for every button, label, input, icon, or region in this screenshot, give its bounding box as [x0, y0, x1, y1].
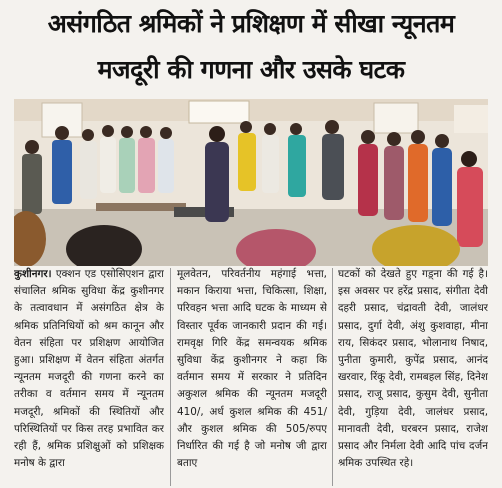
article-column-2: मूलवेतन, परिवर्तनीय महंगाई भत्ता, मकान किराया भत्ता, चिकित्सा, शिक्षा, परिवहन भत्ता आदि घटक के माध्यम से विस्तार पूर्वक जानकारी प्रदान की गई। रामवृक्ष गिरि केंद्र समन्वयक श्रमिक सुविधा केंद्र कुशीनगर ने कहा कि वर्तमान समय में सरकार ने प्रतिदिन अकुशल श्रमिक की न्यूनतम मजदूरी 410/, अर्ध कुशल श्रमिक की 451/ और कुशल श्रमिक की 505/रुपए निर्धारित की गई है जो मनोष जी द्वारा बताए: [177, 268, 327, 470]
news-photo: [14, 99, 488, 266]
column-divider: [332, 268, 333, 486]
dateline: कुशीनगर।: [14, 268, 52, 280]
article-column-3: घटकों को देखते हुए गड़्ना की गई है। इस अवसर पर हरेंद्र प्रसाद, संगीता देवी दहरी प्रसाद, चंद्रावती देवी, जालंधर प्रसाद, दुर्गा देवी, अंशु कुशवाहा, मीना राय, सिकंदर प्रसाद, भोलानाथ निषाद, पुनीता कुमारी, कुपेंद्र प्रसाद, आनंद खरवार, रिंकू देवी, रामबहल सिंह, दिनेश प्रसाद, राजू प्रसाद, कुसुम देवी, सुनीता देवी, गुड़िया देवी, जालंधर प्रसाद, मानावती देवी, घरबरन प्रसाद, राजेश प्रसाद और निर्मला देवी आदि पांच दर्जन श्रमिक उपस्थित रहे।: [338, 268, 488, 470]
headline-line-2: मजदूरी की गणना और उसके घटक: [97, 55, 405, 84]
column-divider: [170, 268, 171, 486]
article-body: [14, 266, 488, 488]
article-column-1-text: एक्शन एड एसोसिएशन द्वारा संचालित श्रमिक सुविधा केंद्र कुशीनगर के तत्वावधान में असंगठित क्षेत्र के श्रमिक प्रतिनिधियों को श्रम कानून और वेतन संहिता पर प्रशिक्षण आयोजित हुआ। प्रशिक्षण में वेतन संहिता अंतर्गत न्यूनतम मजदूरी की गणना करने का तरीका व वर्तमान समय में न्यूनतम मजदूरी, श्रमिकों की स्थितियों और परिस्थितियों पर किस तरह प्रभावित कर रही हैं, श्रमिक प्रशिक्षुओं को प्रशिक्षक मनोष के द्वारा: [14, 268, 164, 470]
article-column-1: [14, 266, 164, 488]
headline-line-1: असंगठित श्रमिकों ने प्रशिक्षण में सीखा न्यूनतम: [47, 9, 455, 38]
